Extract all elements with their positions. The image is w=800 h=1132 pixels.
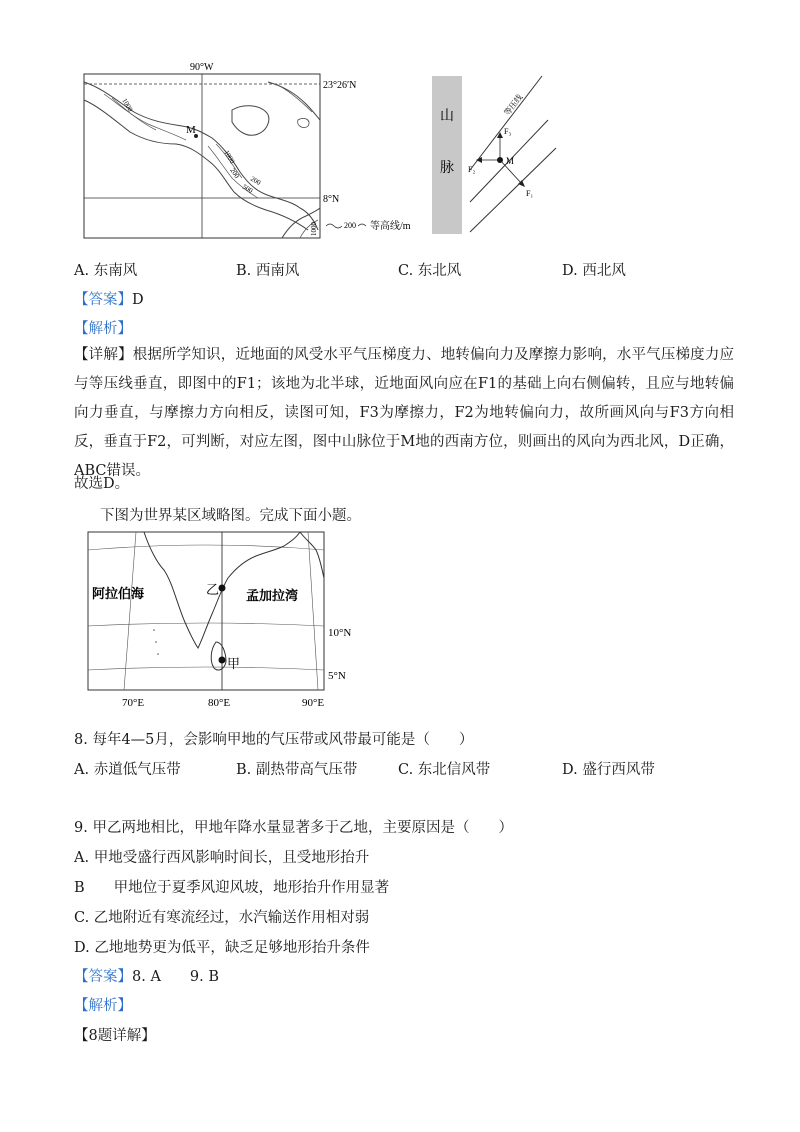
- map-point-m-label: M: [186, 124, 196, 136]
- label-yi: 乙: [206, 582, 220, 597]
- legend-text: 等高线/m: [370, 221, 411, 232]
- map-label-tropic: 23°26′N: [323, 80, 357, 91]
- q8-option-c: C. 东北信风带: [398, 762, 491, 778]
- contour-label: 200: [249, 174, 263, 187]
- option-b: B. 西南风: [236, 263, 300, 279]
- q9-option-d: D. 乙地地势更为低平，缺乏足够地形抬升条件: [74, 940, 370, 956]
- analysis2-label: 【解析】: [74, 998, 132, 1014]
- q8-stem: 8. 每年4—5月，会影响甲地的气压带或风带最可能是（ ）: [74, 732, 474, 748]
- point-jia: [219, 657, 226, 664]
- answer-line: [74, 290, 144, 310]
- q8-option-a: A. 赤道低气压带: [74, 762, 181, 778]
- answers-value: 8. A 9. B: [132, 969, 220, 985]
- central-america-contour-map: [82, 60, 412, 240]
- label-80e: 80°E: [208, 697, 231, 709]
- q7-detail-paragraph: [74, 341, 734, 486]
- q9-option-b: B 甲地位于夏季风迎风坡，地形抬升作用显著: [74, 880, 390, 896]
- detail-text: 根据所学知识，近地面的风受水平气压梯度力、地转偏向力及摩擦力影响，水平气压梯度力应与等压线垂直，即图中的F1；该地为北半球，近地面风向应在F1的基础上向右侧偏转，且应与地转偏向力垂直，与摩擦力方向相反，读图可知，F3为摩擦力，F2为地转偏向力，故所画风向与F3方向相反，垂直于F2，可判断，对应左图，图中山脉位于M地的西南方位，则画出的风向为西北风，D正确，ABC错误。: [74, 347, 735, 479]
- isobar-label: 等压线: [502, 92, 525, 118]
- point-m-label: M: [506, 156, 515, 166]
- conclusion: 故选D。: [74, 476, 130, 492]
- answer-label: 【答案】: [74, 292, 132, 308]
- map-label-8n: 8°N: [323, 194, 340, 205]
- south-asia-map: [84, 530, 364, 710]
- label-5n: 5°N: [328, 670, 346, 682]
- q8-option-b: B. 副热带高气压带: [236, 762, 358, 778]
- force-label-f2: F₂: [468, 165, 476, 174]
- q9-option-a: A. 甲地受盛行西风影响时间长，且受地形抬升: [74, 850, 370, 866]
- analysis-label: 【解析】: [74, 321, 132, 337]
- point-yi: [219, 585, 226, 592]
- q8-detail-label: 【8题详解】: [74, 1028, 156, 1044]
- force-label-f1: F₁: [526, 189, 534, 198]
- contour-label: 500: [241, 182, 255, 195]
- map-label-90w: 90°W: [190, 62, 214, 73]
- option-d: D. 西北风: [562, 263, 626, 279]
- contour-label: 200: [228, 166, 241, 180]
- q9-option-c: C. 乙地附近有寒流经过，水汽输送作用相对弱: [74, 910, 370, 926]
- answers-line: [74, 967, 219, 987]
- legend-value: 200: [344, 221, 356, 230]
- label-bay-of-bengal: 孟加拉湾: [246, 588, 299, 603]
- label-arabian-sea: 阿拉伯海: [92, 586, 145, 601]
- q8-option-d: D. 盛行西风带: [562, 762, 655, 778]
- mountain-char: 山: [440, 109, 454, 124]
- q9-stem: 9. 甲乙两地相比，甲地年降水量显著多于乙地，主要原因是（ ）: [74, 820, 513, 836]
- option-c: C. 东北风: [398, 263, 462, 279]
- answer-value: D: [132, 292, 144, 308]
- answers-label: 【答案】: [74, 969, 132, 985]
- label-10n: 10°N: [328, 627, 352, 639]
- mountain-char: 脉: [440, 161, 454, 176]
- label-jia: 甲: [227, 656, 241, 671]
- intro-text: 下图为世界某区域略图。完成下面小题。: [100, 508, 361, 524]
- wind-force-diagram: [430, 74, 560, 236]
- mountain-range-block: [432, 76, 462, 234]
- contour-label: 1000: [222, 149, 237, 166]
- contour-label: 1000: [120, 97, 135, 114]
- force-label-f3: F₃: [504, 127, 512, 136]
- label-90e: 90°E: [302, 697, 325, 709]
- legend-contour-symbol: [326, 224, 342, 228]
- label-70e: 70°E: [122, 697, 145, 709]
- contour-label: 1000: [310, 222, 318, 236]
- detail-label: 【详解】: [74, 347, 133, 363]
- option-a: A. 东南风: [74, 263, 138, 279]
- legend-contour-symbol: [358, 224, 366, 226]
